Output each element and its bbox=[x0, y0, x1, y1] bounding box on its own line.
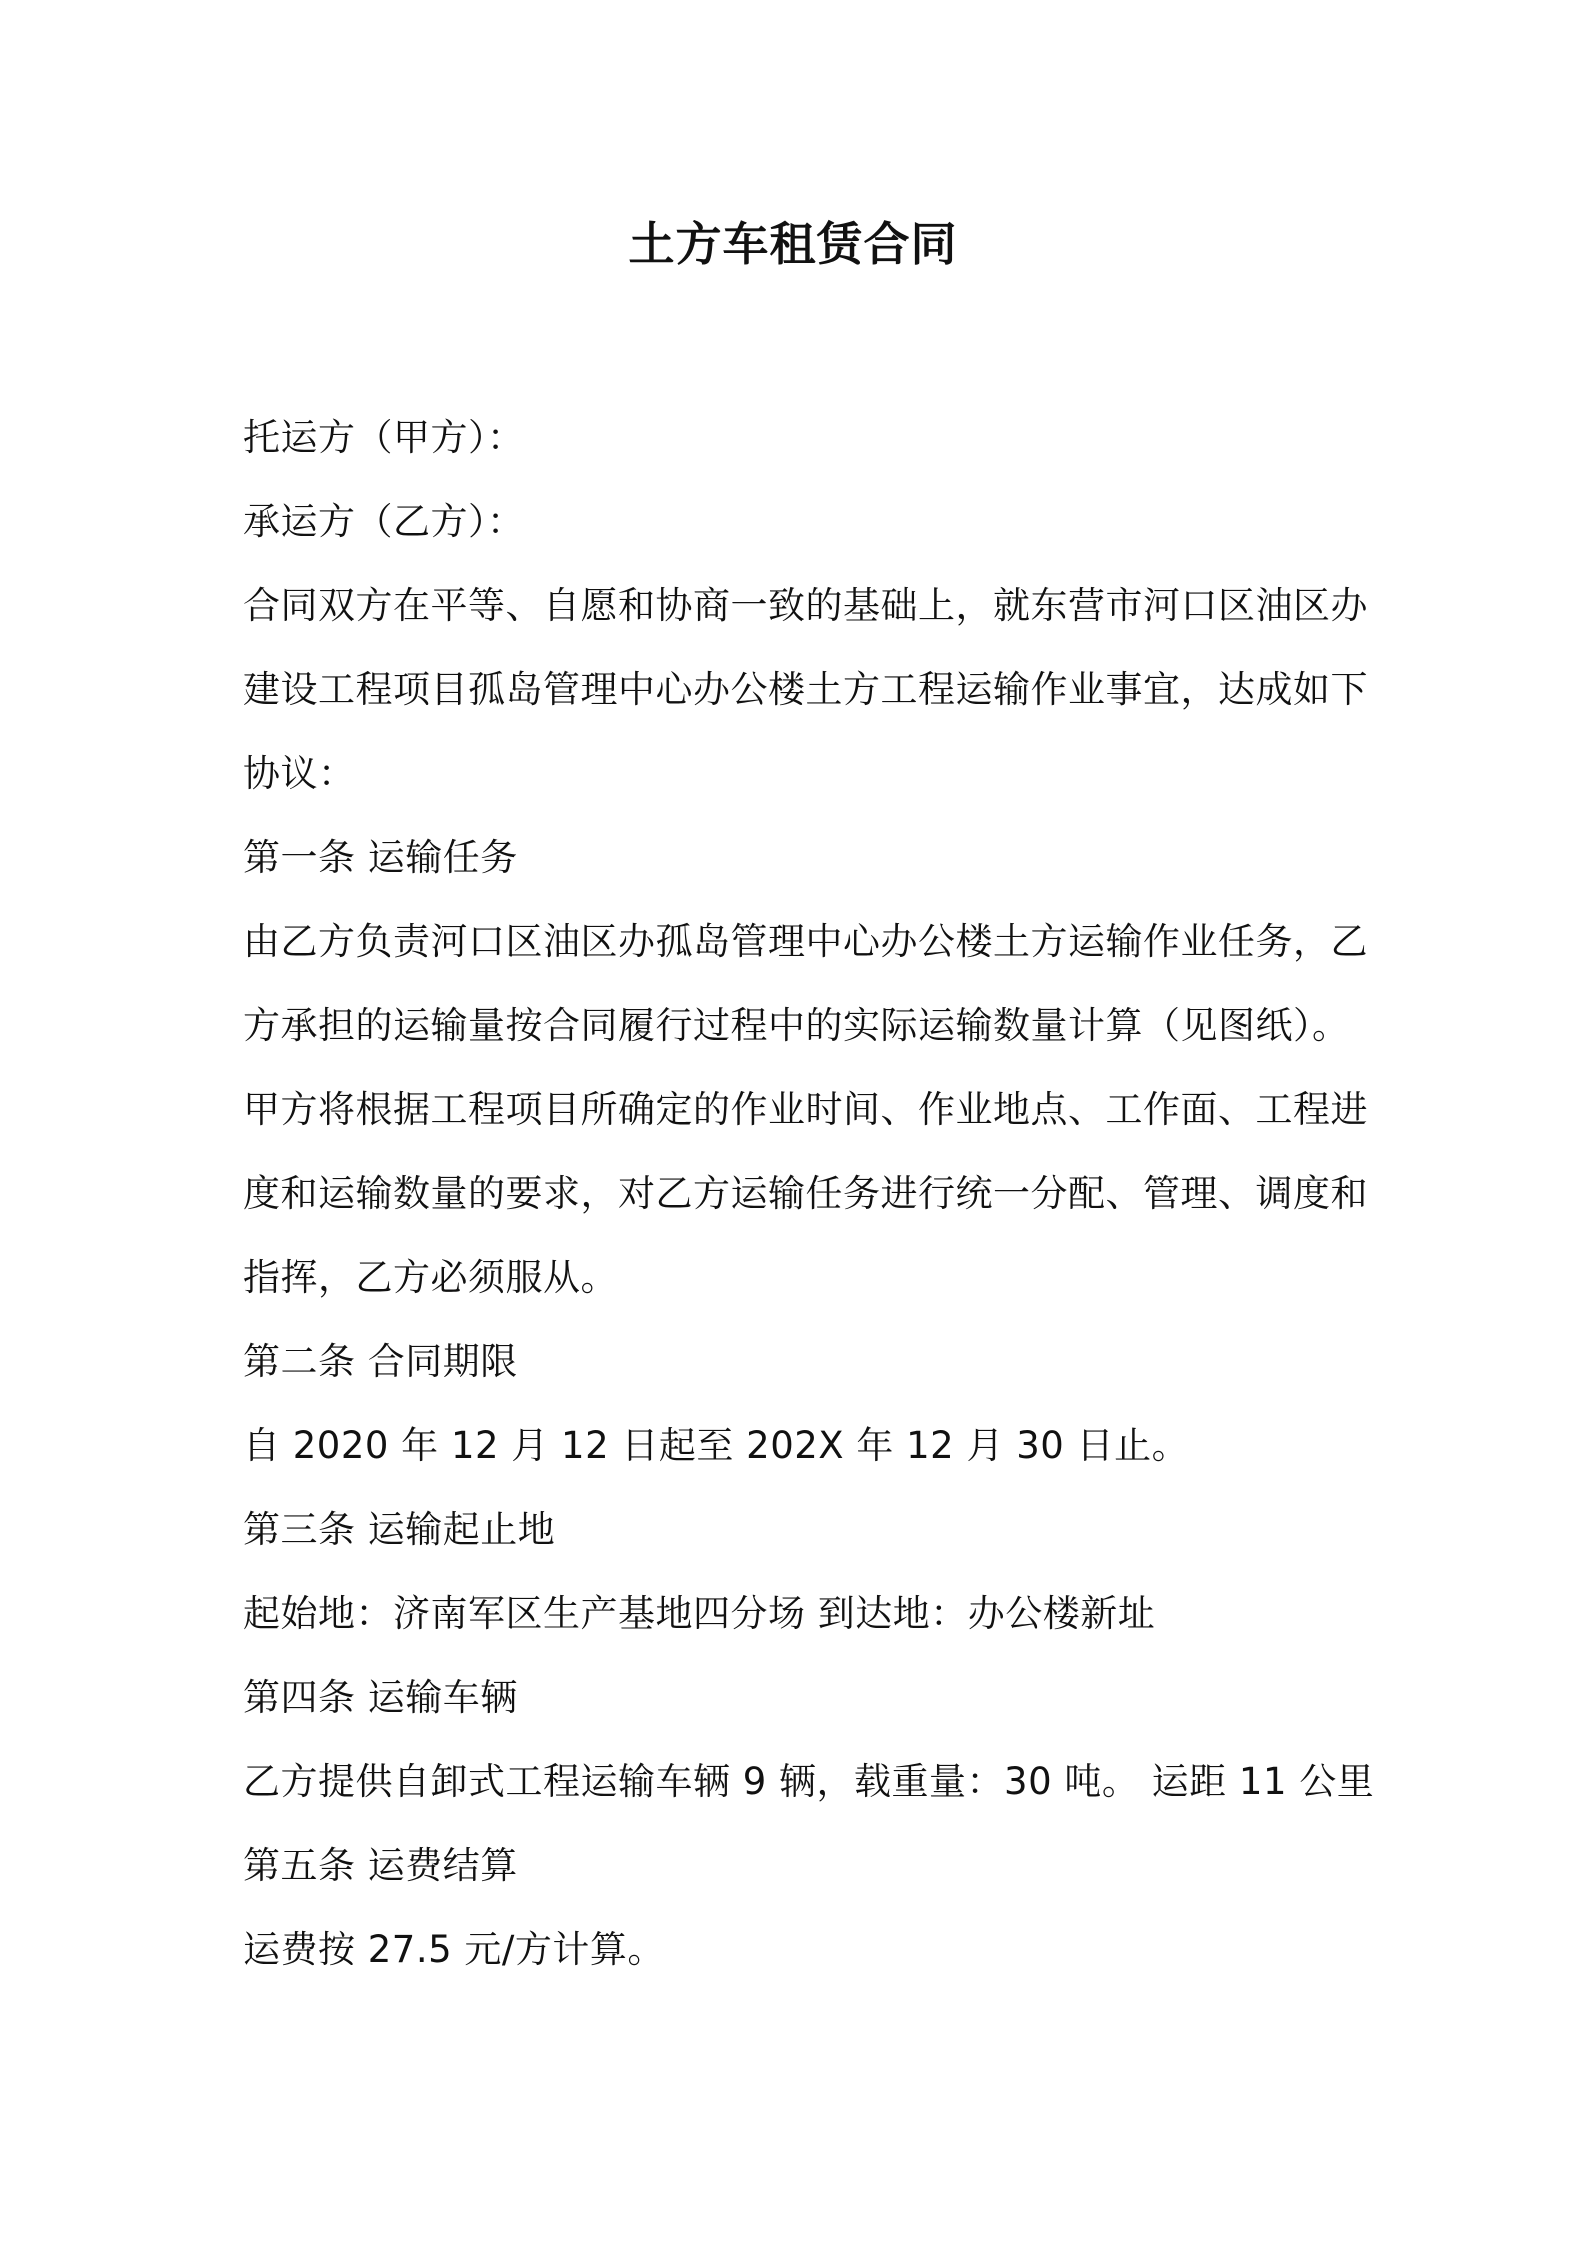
article-2-text-line: 自 2020 年 12 月 12 日起至 202X 年 12 月 30 日止。 bbox=[243, 1424, 1190, 1467]
article-1-text-line: 方承担的运输量按合同履行过程中的实际运输数量计算（见图纸）。 bbox=[243, 1004, 1350, 1047]
article-4-heading: 第四条 运输车辆 bbox=[243, 1676, 518, 1719]
article-3-heading: 第三条 运输起止地 bbox=[243, 1508, 556, 1551]
article-5-text-line: 运费按 27.5 元/方计算。 bbox=[243, 1928, 665, 1971]
article-1-text-line: 由乙方负责河口区油区办孤岛管理中心办公楼土方运输作业任务，乙 bbox=[243, 920, 1368, 963]
article-1-text-line: 甲方将根据工程项目所确定的作业时间、作业地点、工作面、工程进 bbox=[243, 1088, 1368, 1131]
document-title: 土方车租赁合同 bbox=[628, 217, 958, 271]
intro-paragraph-line: 建设工程项目孤岛管理中心办公楼土方工程运输作业事宜，达成如下 bbox=[243, 668, 1368, 711]
article-1-heading: 第一条 运输任务 bbox=[243, 836, 518, 879]
article-1-text-line: 度和运输数量的要求，对乙方运输任务进行统一分配、管理、调度和 bbox=[243, 1172, 1368, 1215]
article-4-text-line: 乙方提供自卸式工程运输车辆 9 辆，载重量：30 吨。 运距 11 公里 bbox=[243, 1760, 1375, 1803]
carrier-line: 承运方（乙方）： bbox=[243, 500, 525, 543]
intro-paragraph-line: 合同双方在平等、自愿和协商一致的基础上，就东营市河口区油区办 bbox=[243, 584, 1368, 627]
article-2-heading: 第二条 合同期限 bbox=[243, 1340, 518, 1383]
article-1-text-line: 指挥，乙方必须服从。 bbox=[243, 1256, 618, 1299]
article-3-text-line: 起始地：济南军区生产基地四分场 到达地：办公楼新址 bbox=[243, 1592, 1156, 1635]
article-5-heading: 第五条 运费结算 bbox=[243, 1844, 518, 1887]
shipper-line: 托运方（甲方）： bbox=[243, 416, 525, 459]
intro-paragraph-line: 协议： bbox=[243, 752, 356, 795]
